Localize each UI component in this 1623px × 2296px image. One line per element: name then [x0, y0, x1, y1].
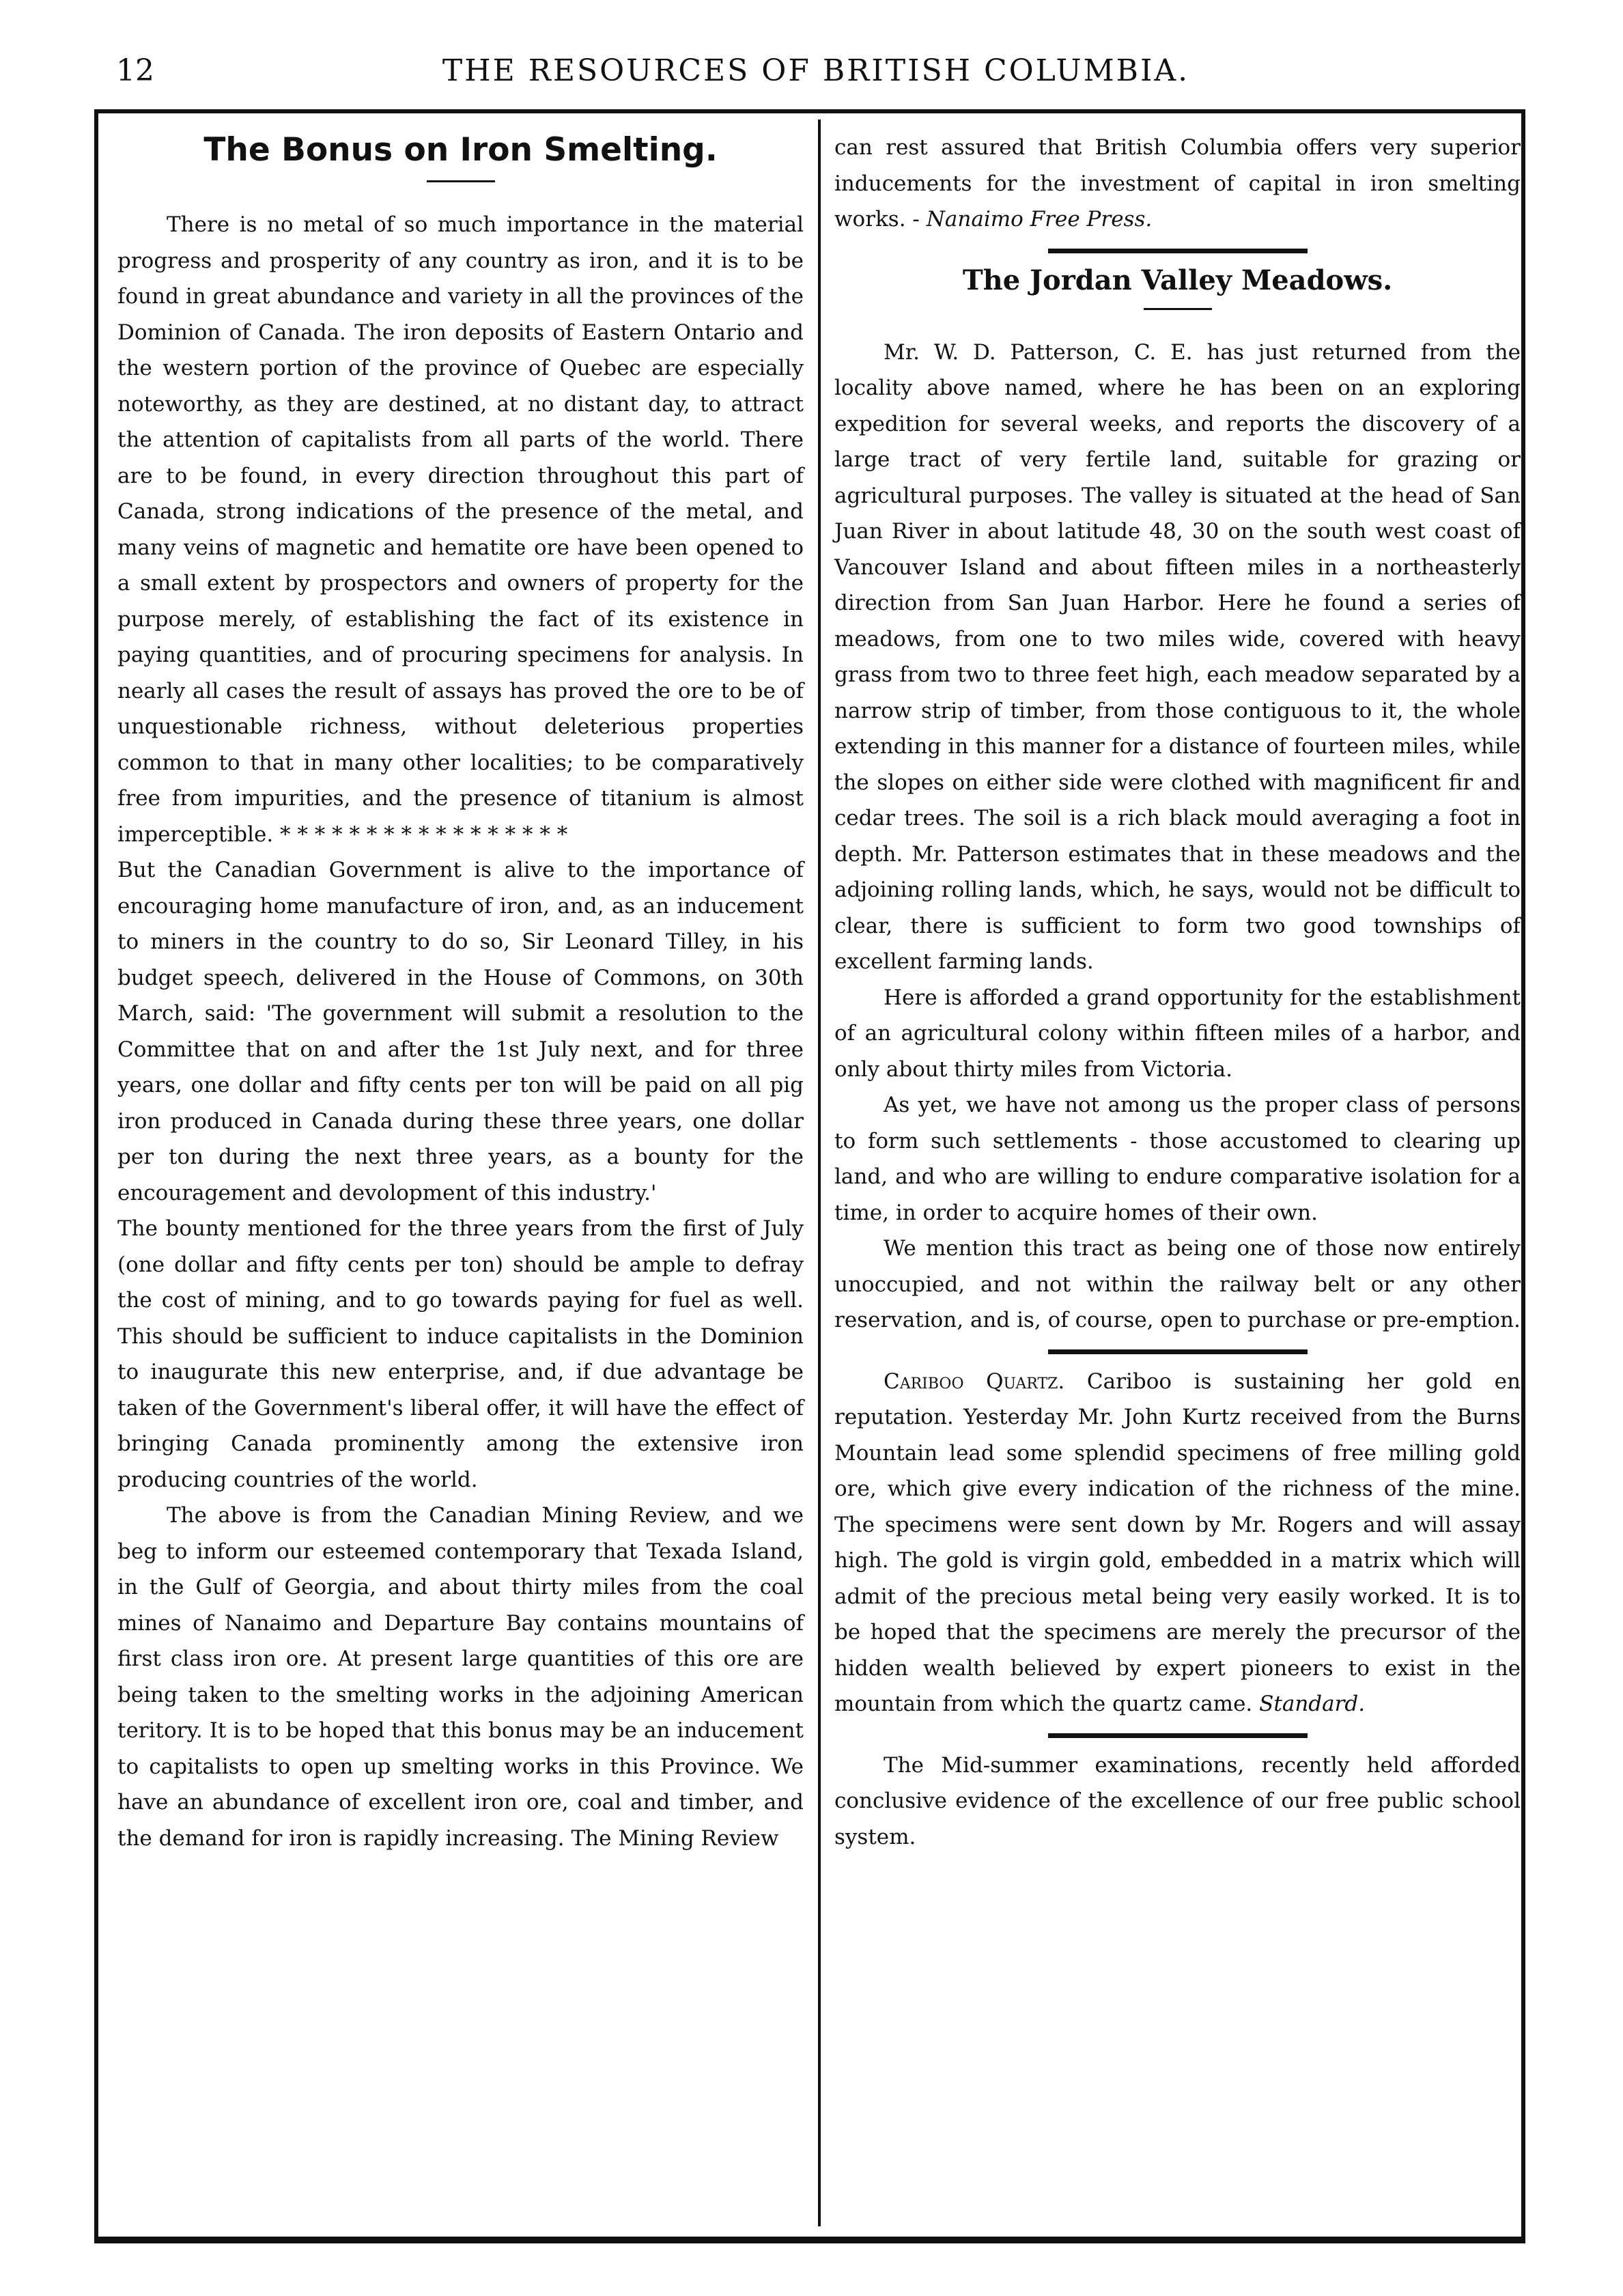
paragraph: As yet, we have not among us the proper class of persons to form such settlements - those accustomed to clearing up land, and who are willing to endure comparative isolation for a time, in order to acquire homes of their own.: [834, 1093, 1521, 1225]
article-lead-cariboo-quartz: Cariboo Quartz.: [884, 1369, 1065, 1394]
paragraph: There is no metal of so much importance in the material progress and prosperity of any country as iron, and it is to be found in great abundance and variety in all the provinces of the Dominion of Canada. The iron deposits of Eastern Ontario and the western portion of the province of Quebec are especially noteworthy, as they are destined, at no distant day, to attract the attention of capitalists from all parts of the world. There are to be found, in every direction throughout this part of Canada, strong indications of the presence of the metal, and many veins of magnetic and hematite ore have been opened to a small extent by prospectors and owners of property for the purpose merely, of establishing the fact of its existence in paying quantities, and of procuring specimens for analysis. In nearly all cases the result of assays has proved the ore to be of unquestionable richness, without deleterious properties common to that in many other localities; to be comparatively free from impurities, and the presence of titanium is almost imperceptible. * * * * * * * * * * * * * * * * *: [117, 212, 804, 847]
paragraph: The above is from the Canadian Mining Review, and we beg to inform our esteemed contemporary that Texada Island, in the Gulf of Georgia, and about thirty miles from the coal mines of Nanaimo and Departure Bay contains mountains of first class iron ore. At present large quantities of this ore are being taken to the smelting works in the adjoining American teritory. It is to be hoped that this bonus may be an inducement to capitalists to open up smelting works in this Province. We have an abundance of excellent iron ore, coal and timber, and the demand for iron is rapidly increasing. The Mining Review: [117, 1503, 804, 1851]
section-rule: [1048, 249, 1308, 253]
source-credit: Nanaimo Free Press.: [926, 207, 1153, 232]
paragraph: Mr. W. D. Patterson, C. E. has just returned from the locality above named, where he has been on an exploring expedition for several weeks, and reports the discovery of a large tract of very fertile land, suitable for grazing or agricultural purposes. The valley is situated at the head of San Juan River in about latitude 48, 30 on the south west coast of Vancouver Island and about fifteen miles in a northeasterly direction from San Juan Harbor. Here he found a series of meadows, from one to two miles wide, covered with heavy grass from two to three feet high, each meadow separated by a narrow strip of timber, from those contiguous to it, the whole extending in this manner for a distance of fourteen miles, while the slopes on either side were clothed with magnificent fir and cedar trees. The soil is a rich black mould averaging a foot in depth. Mr. Patterson estimates that in these meadows and the adjoining rolling lands, which, he says, would not be difficult to clear, there is sufficient to form two good townships of excellent farming lands.: [834, 339, 1521, 974]
column-divider: [818, 120, 821, 2226]
page-header: [116, 53, 1516, 108]
continuation-paragraph: [834, 130, 1521, 238]
article-title-iron-smelting: The Bonus on Iron Smelting.: [203, 131, 718, 169]
right-column: [834, 130, 1521, 1855]
paragraph: The Mid-summer examinations, recently held afforded conclusive evidence of the excellence of our free public school system.: [834, 1752, 1521, 1849]
article-text: Cariboo is sustaining her gold en reputation. Yesterday Mr. John Kurtz received from the Burns Mountain lead some splendid specimens of free milling gold ore, which give every indication of the richness of the mine. The specimens were sent down by Mr. Rogers and will assay high. The gold is virgin gold, embedded in a matrix which will admit of the precious metal being very easily worked. It is to be hoped that the specimens are merely the precursor of the hidden wealth believed by expert pioneers to exist in the mountain from which the quartz came.: [834, 1369, 1521, 1716]
continuation-text: can rest assured that British Columbia offers very superior inducements for the investment of capital in iron smelting works. -: [834, 135, 1521, 232]
paragraph: [834, 1364, 1521, 1722]
source-credit: Standard.: [1259, 1692, 1366, 1716]
paragraph: The bounty mentioned for the three years from the first of July (one dollar and fifty cents per ton) should be ample to defray the cost of mining, and to go towards paying for fuel as well. This should be sufficient to induce capitalists in the Dominion to inaugurate this new enterprise, and, if due advantage be taken of the Government's liberal offer, it will have the effect of bringing Canada prominently among the extensive iron producing countries of the world.: [117, 1216, 804, 1492]
running-title: THE RESOURCES OF BRITISH COLUMBIA.: [442, 53, 1190, 88]
title-rule: [427, 180, 495, 182]
article-title-jordan-valley: The Jordan Valley Meadows.: [962, 264, 1393, 296]
section-rule: [1048, 1349, 1308, 1354]
left-column: [117, 130, 804, 1856]
paragraph: We mention this tract as being one of those now entirely unoccupied, and not within the railway belt or any other reservation, and is, of course, open to purchase or pre-emption.: [834, 1236, 1521, 1332]
section-rule: [1048, 1733, 1308, 1738]
paragraph: Here is afforded a grand opportunity for the establishment of an agricultural colony within fifteen miles of a harbor, and only about thirty miles from Victoria.: [834, 985, 1521, 1082]
paragraph: But the Canadian Government is alive to the importance of encouraging home manufacture of iron, and, as an inducement to miners in the country to do so, Sir Leonard Tilley, in his budget speech, delivered in the House of Commons, on 30th March, said: 'The government will submit a resolution to the Committee that on and after the 1st July next, and for three years, one dollar and fifty cents per ton will be paid on all pig iron produced in Canada during these three years, one dollar per ton during the next three years, as a bounty for the encouragement and devolopment of this industry.': [117, 858, 804, 1205]
page-number: 12: [116, 53, 154, 88]
title-rule: [1144, 308, 1212, 310]
